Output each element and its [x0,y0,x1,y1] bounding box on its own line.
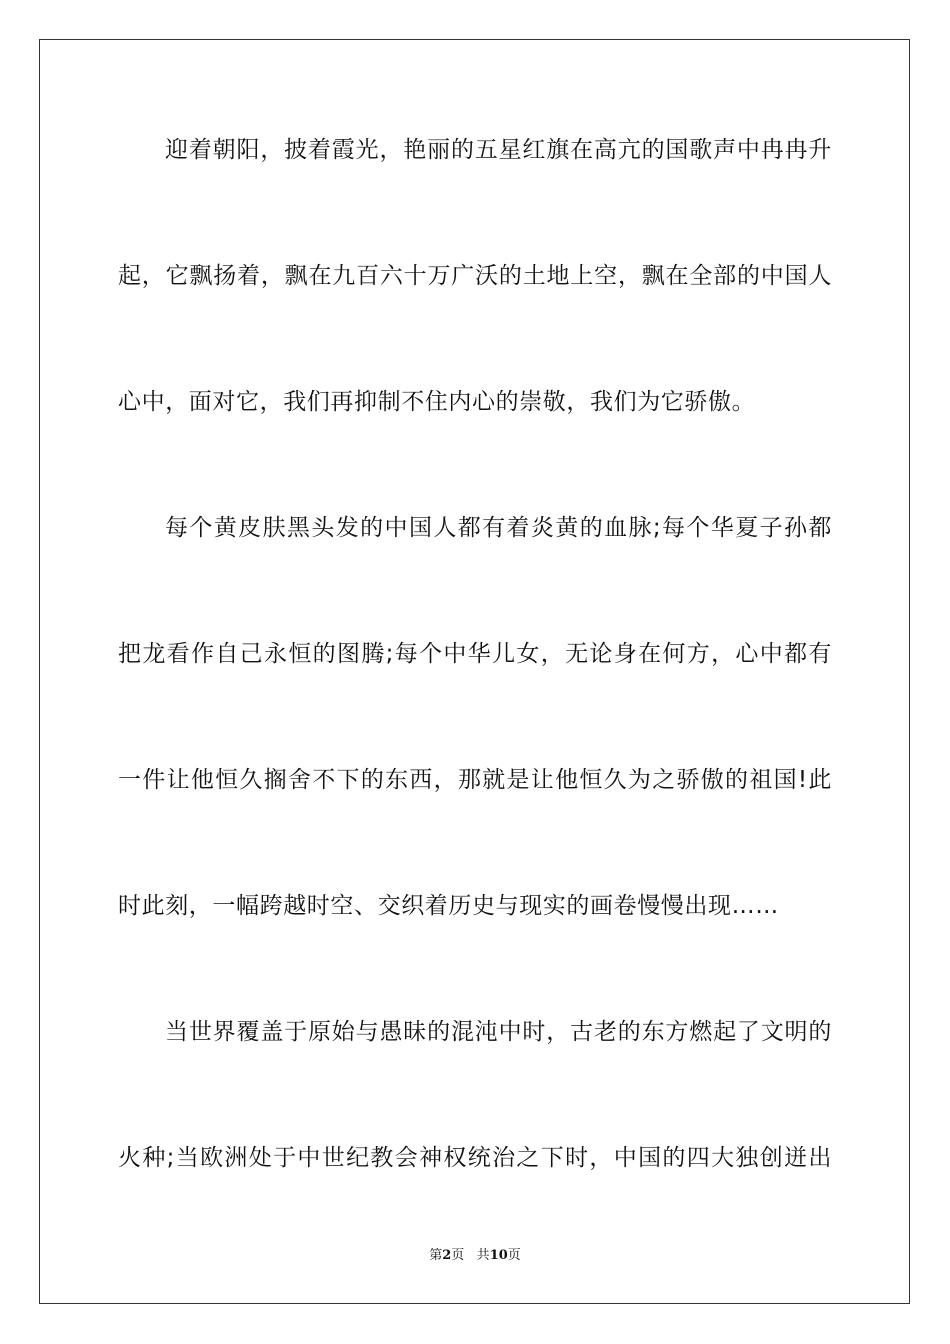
page-suffix: 页 [451,1248,465,1263]
page-current: 2 [442,1248,452,1263]
page-total: 10 [489,1248,508,1263]
page-footer [0,1244,950,1263]
text-line-6: 一件让他恒久搁舍不下的东西，那就是让他恒久为之骄傲的祖国!此 [118,767,832,793]
page-prefix: 第 [429,1248,443,1263]
text-line-4: 每个黄皮肤黑头发的中国人都有着炎黄的血脉;每个华夏子孙都 [165,515,832,541]
total-prefix: 共 [476,1248,490,1263]
text-line-5: 把龙看作自己永恒的图腾;每个中华儿女，无论身在何方，心中都有 [118,641,832,667]
page-frame [39,39,910,1304]
text-line-8: 当世界覆盖于原始与愚昧的混沌中时，古老的东方燃起了文明的 [165,1019,832,1045]
text-line-3: 心中，面对它，我们再抑制不住内心的崇敬，我们为它骄傲。 [118,389,756,415]
text-line-1: 迎着朝阳，披着霞光，艳丽的五星红旗在高亢的国歌声中冉冉升 [165,137,832,163]
text-line-9: 火种;当欧洲处于中世纪教会神权统治之下时，中国的四大独创迸出 [118,1145,832,1171]
total-suffix: 页 [507,1248,521,1263]
text-line-7: 时此刻，一幅跨越时空、交织着历史与现实的画卷慢慢出现…… [118,893,779,919]
text-line-2: 起，它飘扬着，飘在九百六十万广沃的土地上空，飘在全部的中国人 [118,263,832,289]
